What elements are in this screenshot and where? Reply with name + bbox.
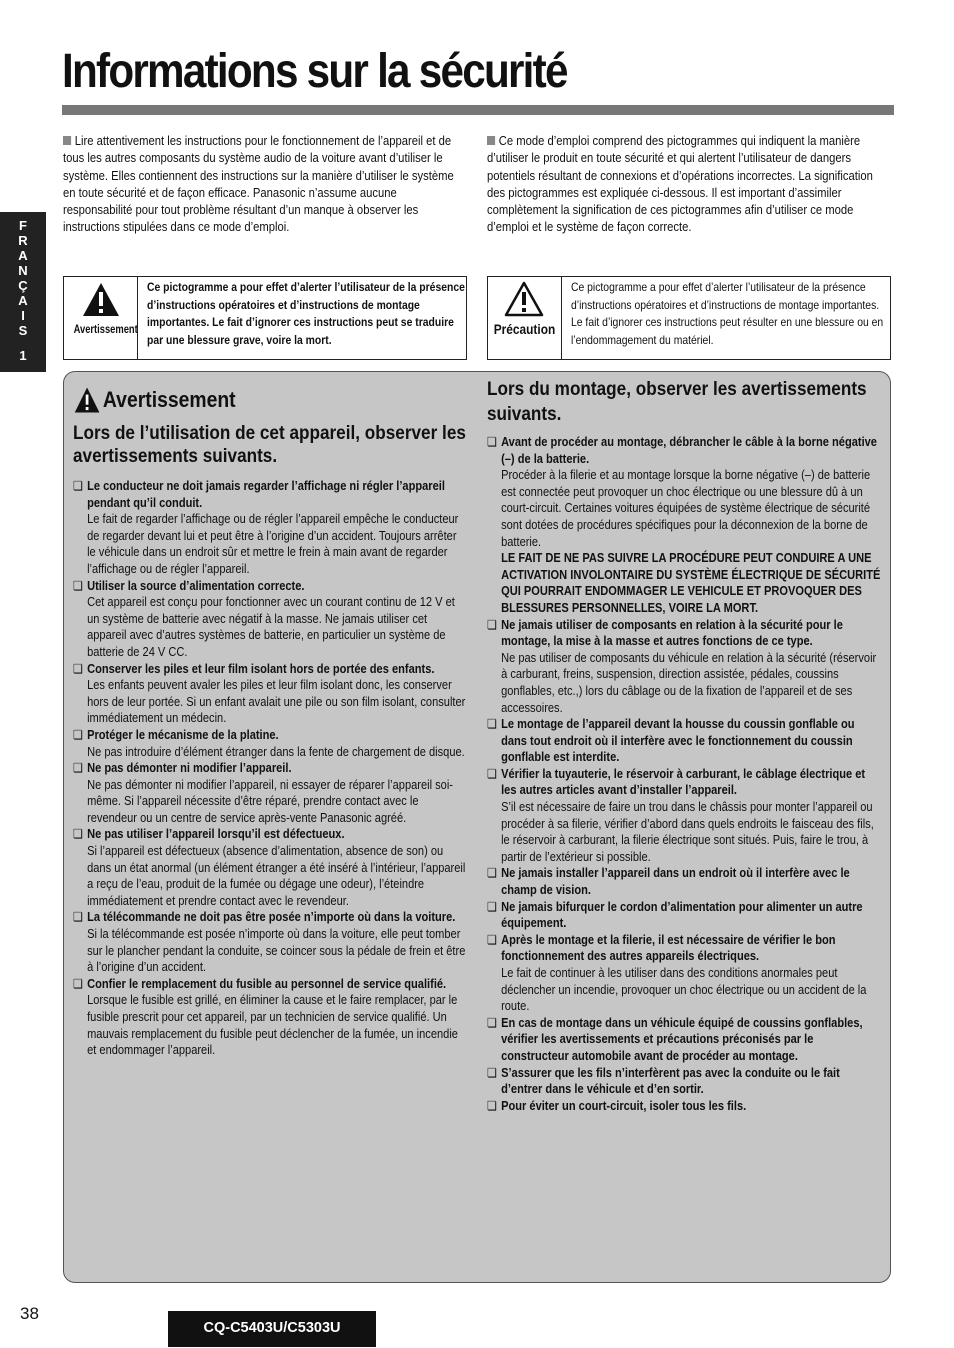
warning-pictogram-label: Avertissement bbox=[73, 322, 138, 336]
list-item bbox=[487, 716, 881, 766]
list-item bbox=[487, 1065, 881, 1098]
item-heading: ❏ Le montage de l’appareil devant la housse du coussin gonflable ou dans tout endroit où il interfère avec le fonctionnement du coussin gonflable est interdite. bbox=[487, 716, 881, 766]
list-item bbox=[73, 760, 466, 826]
item-heading: ❏ Ne jamais bifurquer le cordon d’alimentation pour alimenter un autre équipement. bbox=[487, 899, 881, 932]
side-letter: F bbox=[19, 218, 27, 233]
item-heading: ❏ Avant de procéder au montage, débrancher le câble à la borne négative (–) de la batterie. bbox=[487, 434, 881, 467]
intro-right bbox=[487, 133, 890, 237]
title-rule bbox=[62, 105, 894, 115]
page-title: Informations sur la sécurité bbox=[62, 45, 567, 98]
side-letter: I bbox=[21, 308, 25, 323]
item-heading: ❏ Le conducteur ne doit jamais regarder l’affichage ni régler l’appareil pendant qu’il conduit. bbox=[73, 478, 466, 511]
item-heading: ❏ S’assurer que les fils n’interfèrent pas avec la conduite ou le fait d’entrer dans le véhicule et d’en sortir. bbox=[487, 1065, 881, 1098]
item-body: Si la télécommande est posée n’importe où dans la voiture, elle peut tomber sur le plancher pendant la conduite, se coincer sous la pédale de frein et être à l’origine d’un accident. bbox=[87, 927, 466, 975]
list-item bbox=[73, 909, 466, 975]
mounting-heading: Lors du montage, observer les avertissements suivants. bbox=[487, 378, 867, 425]
item-body: Lorsque le fusible est grillé, en éliminer la cause et le faire remplacer, par le fusible prescrit pour cet appareil, par un technicien de service qualifié. Un mauvais remplacement du fusible peut déclencher de la fumée, un incendie et endommager l’appareil. bbox=[87, 993, 458, 1058]
warning-triangle-icon bbox=[73, 386, 101, 414]
language-letters bbox=[0, 212, 46, 338]
item-body: Ne pas introduire d’élément étranger dans la fente de chargement de disque. bbox=[87, 744, 465, 759]
list-item bbox=[487, 617, 881, 717]
left-column bbox=[73, 386, 466, 1059]
item-heading: ❏ Vérifier la tuyauterie, le réservoir à carburant, le câblage électrique et les autres articles avant d’installer l’appareil. bbox=[487, 766, 881, 799]
item-body: Le fait de regarder l’affichage ou de régler l’appareil empêche le conducteur de regarder devant lui et peut être à l’origine d’un accident. Toujours arrêter le véhicule dans un endroit sûr et mettre le frein à main avant de regarder l’affichage ou de régler l’appareil. bbox=[87, 512, 459, 576]
item-heading: ❏ Conserver les piles et leur film isolant hors de portée des enfants. bbox=[73, 661, 466, 678]
side-tab-page: 1 bbox=[19, 348, 27, 363]
caution-triangle-icon bbox=[503, 280, 545, 318]
intro-left-text: Lire attentivement les instructions pour le fonctionnement de l’appareil et de tous les autres composants du système audio de la voiture avant d’utiliser le système. Elles contiennent des instructions sur la manière d’utiliser le système en toute sécurité et de façon efficace. Panasonic n’assume aucune responsabilité pour tout problème résultant d’un manque à observer les instructions stipulées dans ce mode d’emploi. bbox=[63, 134, 454, 235]
item-heading: ❏ Ne pas démonter ni modifier l’appareil. bbox=[73, 760, 466, 777]
item-heading: ❏ Utiliser la source d’alimentation correcte. bbox=[73, 578, 466, 595]
usage-heading: Lors de l’utilisation de cet appareil, observer les avertissements suivants. bbox=[73, 422, 466, 467]
list-item bbox=[487, 1015, 881, 1065]
item-heading: ❏ Après le montage et la filerie, il est nécessaire de vérifier le bon fonctionnement des autres appareils électriques. bbox=[487, 932, 881, 965]
item-body: S’il est nécessaire de faire un trou dans le châssis pour monter l’appareil ou procéder à sa filerie, vérifier d’abord dans quels endroits le faisceau des fils, le réservoir à carburant, la filerie électrique sont situés. Puis, faire le trou, à partir de l’extérieur si possible. bbox=[501, 800, 874, 864]
warning-triangle-icon bbox=[81, 281, 121, 319]
side-letter: S bbox=[18, 323, 28, 338]
caution-pictogram-text: Ce pictogramme a pour effet d’alerter l’utilisateur de la présence d’instructions opératoires et d’instructions de montage importantes. Le fait d’ignorer ces instructions peut résulter en une blessure ou en l’endommagement du matériel. bbox=[571, 280, 884, 347]
side-letter: A bbox=[18, 293, 28, 308]
right-items-list bbox=[487, 434, 881, 1114]
side-letter: Ç bbox=[18, 278, 28, 293]
list-item bbox=[73, 727, 466, 760]
warning-pictogram bbox=[64, 277, 138, 359]
model-number-badge: CQ-C5403U/C5303U bbox=[168, 1311, 376, 1347]
item-body: Les enfants peuvent avaler les piles et leur film isolant donc, les conserver hors de leur portée. Si un enfant avalait une pile ou son film isolant, consulter immédiatement un médecin. bbox=[87, 678, 466, 726]
warning-pictogram-box bbox=[63, 276, 467, 360]
item-heading: ❏ Protéger le mécanisme de la platine. bbox=[73, 727, 466, 744]
list-item bbox=[487, 899, 881, 932]
item-body: Procéder à la filerie et au montage lorsque la borne négative (–) de batterie est connectée peut provoquer un choc électrique ou une blessure dû à un court-circuit. Certaines voitures équipées de système électrique de sécurité sont dotées de procédures spécifiques pour la déconnexion de la borne de batterie. bbox=[501, 468, 871, 549]
item-body: Si l’appareil est défectueux (absence d’alimentation, absence de son) ou dans un état anormal (un élément étranger a été inséré à l’intérieur, l’appareil a reçu de l’eau, produit de la fumée ou dégage une odeur), l’éteindre immédiatement et prendre contact avec le revendeur. bbox=[87, 844, 466, 908]
intro-left bbox=[63, 133, 462, 237]
item-heading: ❏ Ne jamais utiliser de composants en relation à la sécurité pour le montage, la mise à la masse et autres fonctions de ce type. bbox=[487, 617, 881, 650]
warning-heading-label: Avertissement bbox=[102, 386, 236, 412]
square-bullet-icon bbox=[487, 136, 495, 145]
side-letter: N bbox=[18, 263, 28, 278]
side-letter: R bbox=[18, 233, 28, 248]
item-heading: ❏ En cas de montage dans un véhicule équipé de coussins gonflables, vérifier les avertissements et précautions préconisés par le constructeur automobile avant de procéder au montage. bbox=[487, 1015, 881, 1065]
item-body: Ne pas utiliser de composants du véhicule en relation à la sécurité (réservoir à carburant, freins, suspension, direction assistée, pédales, coussins gonflables, etc.,) lors du câblage ou de la fixation de l’appareil et de ses accessoires. bbox=[501, 650, 877, 715]
caution-pictogram bbox=[488, 277, 562, 359]
item-body: Le fait de continuer à les utiliser dans des conditions anormales peut déclencher un incendie, provoquer un choc électrique ou un accident de la route. bbox=[501, 966, 867, 1014]
list-item bbox=[487, 865, 881, 898]
intro-right-text: Ce mode d’emploi comprend des pictogrammes qui indiquent la manière d’utiliser le produit en toute sécurité et qui alertent l’utilisateur de dangers potentiels résultant de connexions et d’opérations incorrectes. La signification des pictogrammes est expliquée ci-dessous. Il est important d’assimiler complètement la signification de ces pictogrammes afin d’utiliser ce mode d’emploi et le système de façon correcte. bbox=[487, 134, 873, 235]
item-body: Cet appareil est conçu pour fonctionner avec un courant continu de 12 V et un système de batterie avec négatif à la masse. Ne jamais utiliser cet appareil avec d’autres systèmes de batterie, en particulier un système de batterie de 24 V CC. bbox=[87, 595, 455, 659]
right-column bbox=[487, 377, 881, 1114]
item-heading: ❏ Ne pas utiliser l’appareil lorsqu’il est défectueux. bbox=[73, 826, 466, 843]
list-item bbox=[73, 826, 466, 909]
caution-pictogram-label: Précaution bbox=[493, 321, 556, 337]
square-bullet-icon bbox=[63, 136, 71, 145]
list-item bbox=[487, 932, 881, 1015]
left-items-list bbox=[73, 478, 466, 1059]
list-item bbox=[487, 434, 881, 617]
list-item bbox=[487, 766, 881, 866]
caution-pictogram-box bbox=[487, 276, 891, 360]
warning-pictogram-text: Ce pictogramme a pour effet d’alerter l’utilisateur de la présence d’instructions opératoires et d’instructions de montage importantes. Le fait d’ignorer ces instructions peut se traduire par une blessure grave, voire la mort. bbox=[147, 280, 465, 347]
page-number: 38 bbox=[20, 1304, 39, 1323]
item-heading: ❏ La télécommande ne doit pas être posée n’importe où dans la voiture. bbox=[73, 909, 466, 926]
list-item bbox=[73, 478, 466, 578]
list-item bbox=[73, 578, 466, 661]
list-item bbox=[73, 976, 466, 1059]
item-heading: ❏ Confier le remplacement du fusible au personnel de service qualifié. bbox=[73, 976, 466, 993]
language-side-tab bbox=[0, 212, 46, 372]
list-item bbox=[487, 1098, 881, 1115]
item-heading: ❏ Ne jamais installer l’appareil dans un endroit où il interfère avec le champ de vision. bbox=[487, 865, 881, 898]
side-letter: A bbox=[18, 248, 28, 263]
list-item bbox=[73, 661, 466, 727]
warning-heading bbox=[73, 386, 466, 414]
item-body: Ne pas démonter ni modifier l’appareil, ni essayer de réparer l’appareil soi-même. Si l’appareil nécessite d’être réparé, prendre contact avec le revendeur ou un centre de service après-vente Panasonic agréé. bbox=[87, 777, 453, 825]
item-heading: ❏ Pour éviter un court-circuit, isoler tous les fils. bbox=[487, 1098, 881, 1115]
item-warning-caps: LE FAIT DE NE PAS SUIVRE LA PROCÉDURE PEUT CONDUIRE A UNE ACTIVATION INVOLONTAIRE DU SYSTÈME ÉLECTRIQUE DE SÉCURITÉ QUI POURRAIT ENDOMMAGER LE VEHICULE ET PROVOQUER DES BLESSURES PERSONNELLES, VOIRE LA MORT. bbox=[501, 551, 881, 615]
